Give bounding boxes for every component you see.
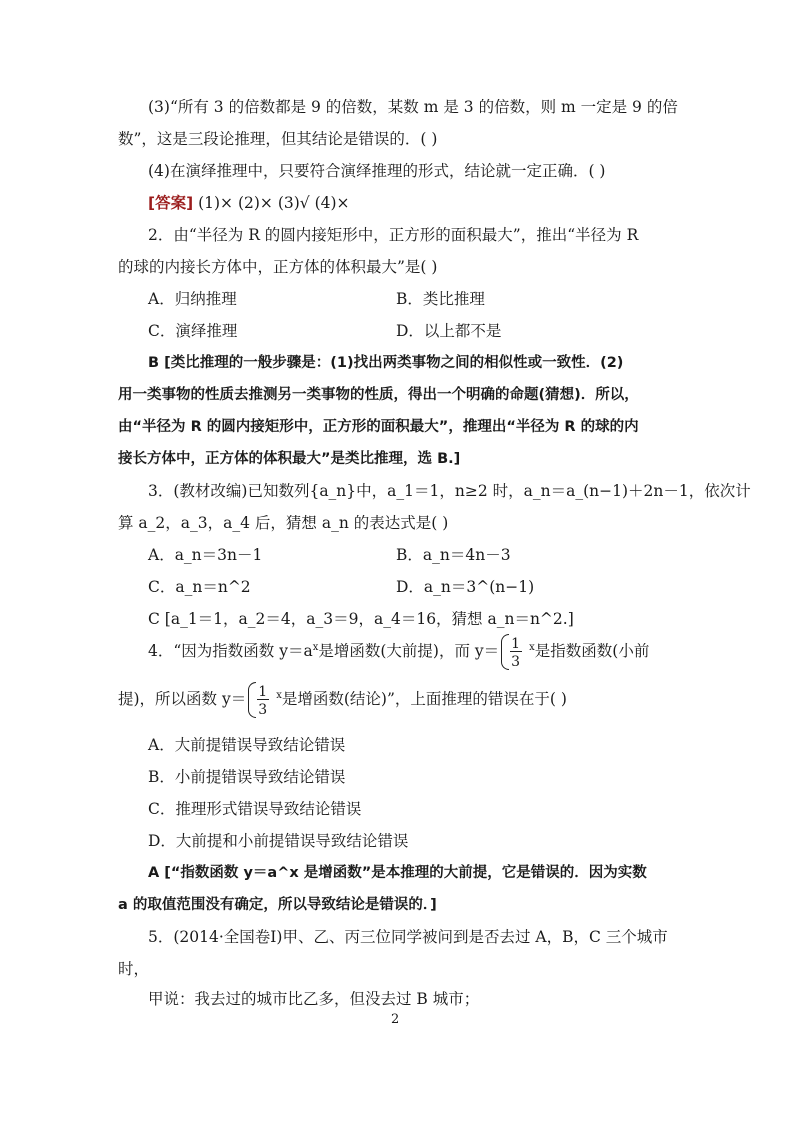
q4-text-c: 是指数函数(小前 [534,642,650,660]
q1-item3-line1: (3)“所有 3 的倍数都是 9 的倍数，某数 m 是 3 的倍数，则 m 一定是 9 的倍 [148,98,678,116]
q4-text-e: 是增函数(结论)”，上面推理的错误在于( ) [281,690,567,708]
q2-stem-line1: 2．由“半径为 R 的圆内接矩形中，正方形的面积最大”，推出“半径为 R [148,226,639,244]
q1-answer [148,192,350,214]
q2-answer-line2: 用一类事物的性质去推测另一类事物的性质，得出一个明确的命题(猜想)．所以， [118,387,639,403]
q3-option-a: A．a_n＝3n－1 [148,546,263,564]
q2-stem-line2: 的球的内接长方体中，正方体的体积最大”是( ) [118,258,438,276]
q2-option-d: D．以上都不是 [396,322,502,340]
q2-answer-line3: 由“半径为 R 的圆内接矩形中，正方形的面积最大”，推理出“半径为 R 的球的内 [118,419,639,435]
q4-answer-line2: a 的取值范围没有确定，所以导致结论是错误的．] [118,897,437,913]
q4-option-b: B．小前提错误导致结论错误 [148,768,346,786]
q4-stem-line1 [148,632,649,672]
exponent-x: x [529,641,535,653]
fraction-one-third: $\frac{1}{3}$ [248,680,274,720]
q4-answer-line1: A [“指数函数 y＝a^x 是增函数”是本推理的大前提，它是错误的．因为实数 [148,865,647,881]
q1-item4: (4)在演绎推理中，只要符合演绎推理的形式，结论就一定正确．( ) [148,162,606,180]
q3-answer: C [a_1＝1，a_2＝4，a_3＝9，a_4＝16，猜想 a_n＝n^2.] [148,610,574,628]
q4-option-c: C．推理形式错误导致结论错误 [148,800,362,818]
q4-stem-line2 [118,680,567,720]
answer-label: [答案] [148,194,194,212]
q1-item3-line2: 数”，这是三段论推理，但其结论是错误的．( ) [118,130,438,148]
q4-option-d: D．大前提和小前提错误导致结论错误 [148,832,409,850]
q5-stem-line2: 时， [118,960,150,978]
q2-option-a: A．归纳推理 [148,290,237,308]
q4-option-a: A．大前提错误导致结论错误 [148,736,346,754]
q4-text-a: 4．“因为指数函数 y＝a [148,642,313,660]
q3-stem-line2: 算 a_2，a_3，a_4 后，猜想 a_n 的表达式是( ) [118,514,449,532]
q3-option-b: B．a_n＝4n－3 [396,546,511,564]
q4-text-b: 是增函数(大前提)，而 y＝ [318,642,500,660]
q5-stem-line1: 5．(2014·全国卷Ⅰ)甲、乙、丙三位同学被问到是否去过 A，B，C 三个城市 [148,928,668,946]
q2-option-c: C．演绎推理 [148,322,238,340]
fraction-one-third: $\frac{1}{3}$ [501,632,527,672]
q5-statement-jia: 甲说：我去过的城市比乙多，但没去过 B 城市； [148,990,480,1008]
exponent-x: x [312,641,319,653]
q3-option-d: D．a_n＝3^(n−1) [396,578,535,596]
page-number: 2 [391,1012,400,1027]
q2-answer-line1: B [类比推理的一般步骤是：(1)找出两类事物之间的相似性或一致性．(2) [148,355,624,371]
answer-values: (1)× (2)× (3)√ (4)× [193,194,350,212]
q2-answer-line4: 接长方体中，正方体的体积最大”是类比推理，选 B.] [118,451,461,467]
q3-option-c: C．a_n＝n^2 [148,578,251,596]
q3-stem-line1: 3．(教材改编)已知数列{a_n}中，a_1＝1，n≥2 时，a_n＝a_(n−1)＋2n－1，依次计 [148,482,751,500]
exponent-x: x [276,689,282,701]
q2-option-b: B．类比推理 [396,290,485,308]
q4-text-d: 提)，所以函数 y＝ [118,690,247,708]
